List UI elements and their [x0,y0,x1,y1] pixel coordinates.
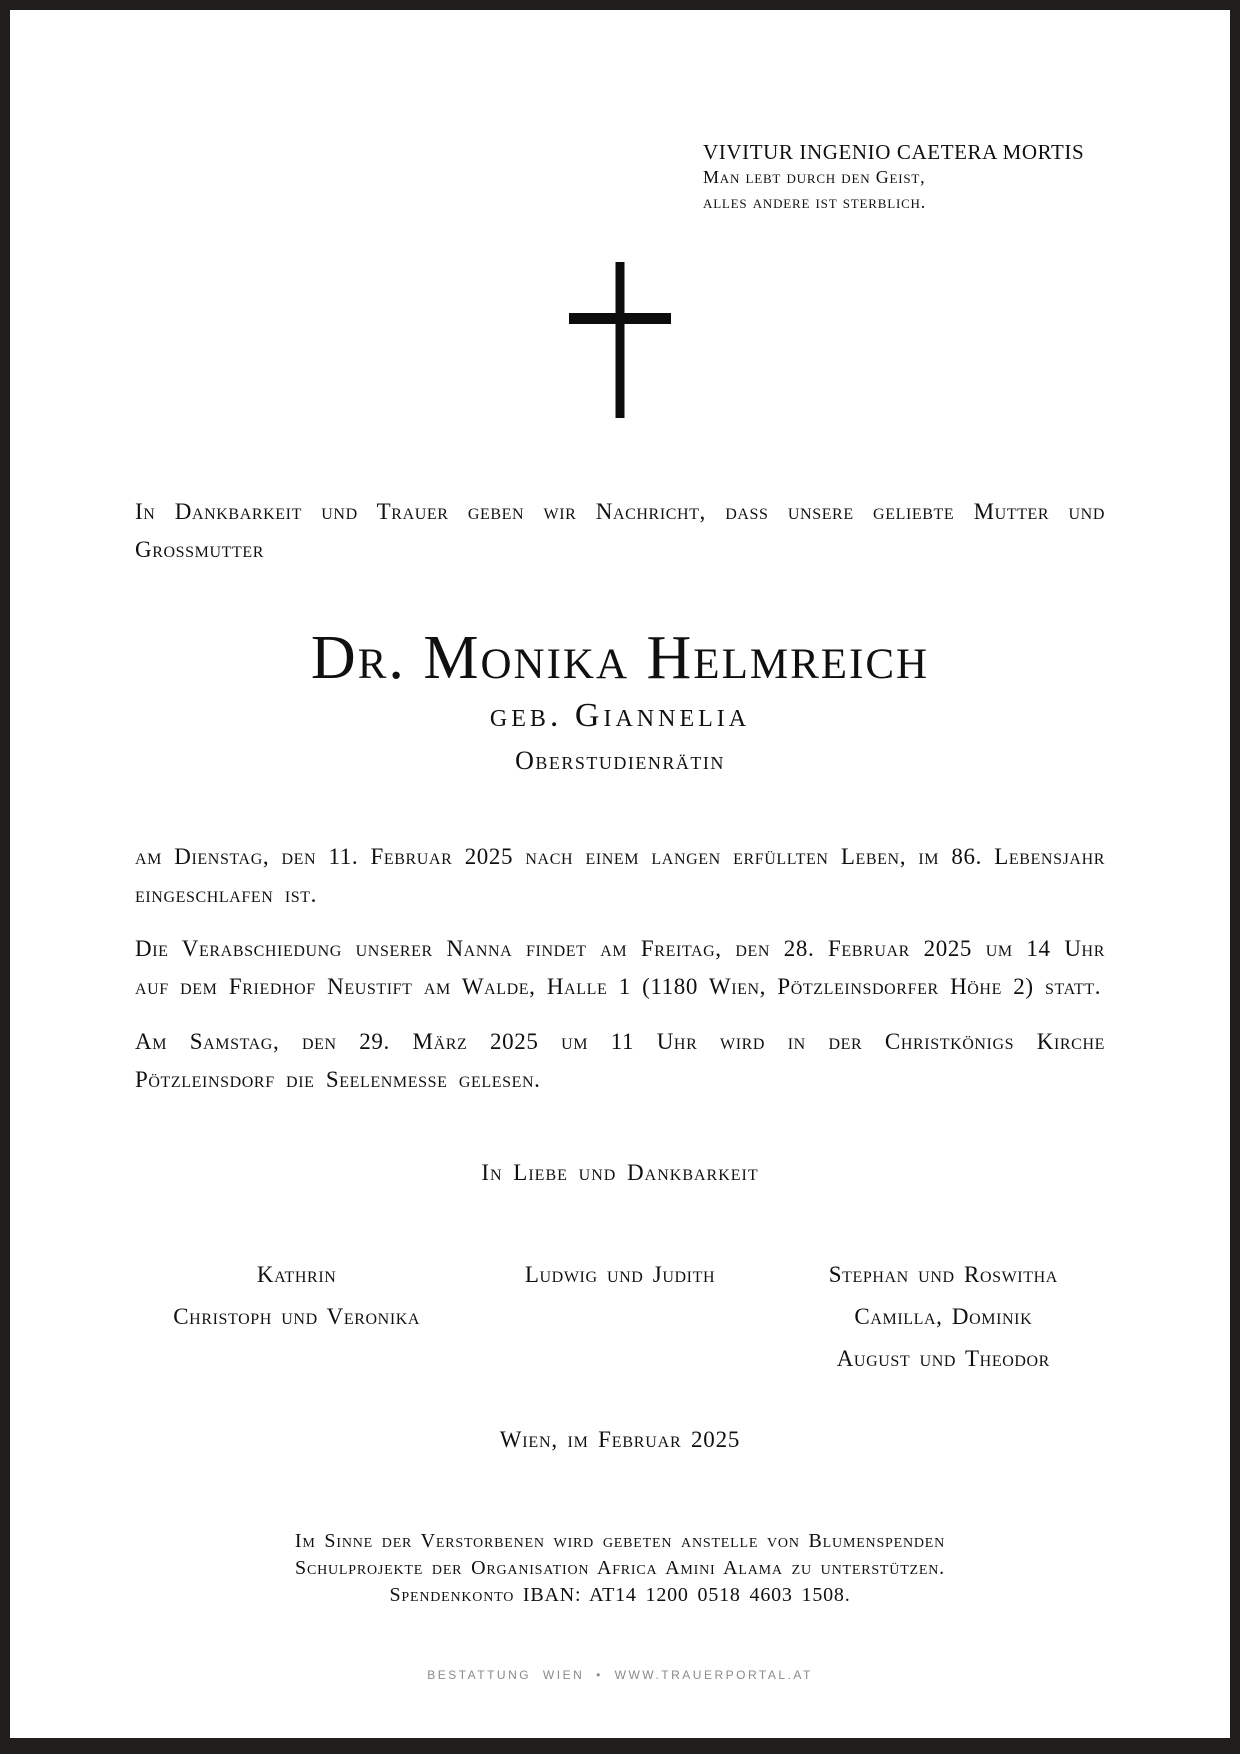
cross-horizontal-bar [569,313,671,324]
cross-icon [569,262,671,418]
donation-line: Im Sinne der Verstorbenen wird gebeten anstelle von Blumenspenden [294,1530,946,1552]
motto-latin: VIVITUR INGENIO CAETERA MORTIS [703,140,1085,164]
mourner-name: Ludwig und Judith [524,1262,716,1287]
mourner-name: Camilla, Dominik [854,1304,1033,1329]
mourner-name: Christoph und Veronika [173,1304,421,1329]
motto-block [703,140,1105,215]
mass-paragraph: Am Samstag, den 29. März 2025 um 11 Uhr wird in der Christkönigs Kirche Pötzleinsdorf die Seelenmesse gelesen. [135,1029,1105,1092]
place-date-line: Wien, im Februar 2025 [499,1427,741,1452]
mourner-name: Stephan und Roswitha [828,1262,1058,1287]
death-paragraph: am Dienstag, den 11. Februar 2025 nach einem langen erfüllten Leben, im 86. Lebensjahr eingeschlafen ist. [135,844,1105,907]
deceased-title: Oberstudienrätin [515,746,725,775]
mourner-cell-empty [458,1338,781,1380]
mourner-cell-empty [458,1296,781,1338]
mourner-cell-empty [135,1338,458,1380]
farewell-paragraph: Die Verabschiedung unserer Nanna findet am Freitag, den 28. Februar 2025 um 14 Uhr auf dem Friedhof Neustift am Walde, Halle 1 (1180 Wien, Pötzleinsdorfer Höhe 2) statt. [135,936,1105,999]
motto-translation-line2: alles andere ist sterblich. [703,192,927,212]
intro-paragraph: In Dankbarkeit und Trauer geben wir Nachricht, dass unsere geliebte Mutter und Grossmutter [135,499,1105,562]
mourners-grid [135,1254,1105,1380]
footer-credit: BESTATTUNG WIEN • WWW.TRAUERPORTAL.AT [427,1668,813,1682]
closing-line: In Liebe und Dankbarkeit [481,1160,759,1185]
cross-vertical-bar [616,262,625,418]
donation-line: Spendenkonto IBAN: AT14 1200 0518 4603 1508. [389,1584,851,1606]
deceased-name: Dr. Monika Helmreich [310,624,930,692]
deceased-birth-name: geb. Giannelia [489,697,751,734]
mourner-name: August und Theodor [836,1346,1050,1371]
donation-line: Schulprojekte der Organisation Africa Amini Alama zu unterstützen. [295,1557,945,1579]
motto-translation-line1: Man lebt durch den Geist, [703,167,926,187]
mourner-name: Kathrin [256,1262,337,1287]
donation-block [135,1528,1105,1609]
